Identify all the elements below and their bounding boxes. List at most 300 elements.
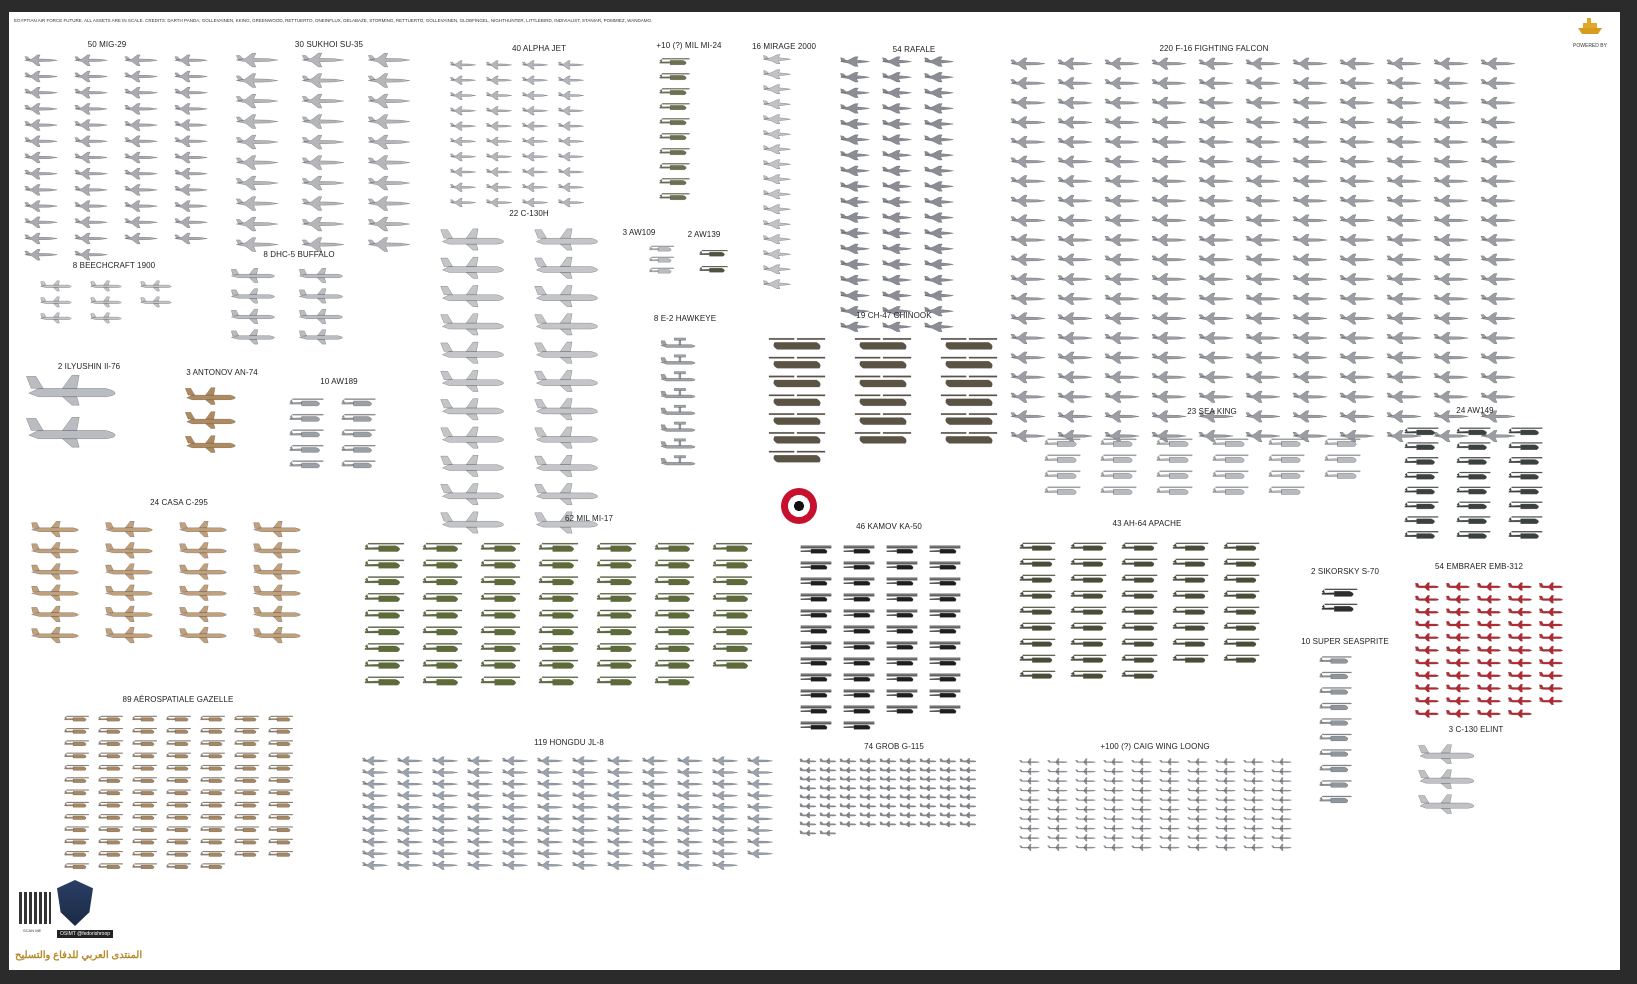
helicopter-icon [539,677,578,685]
fighter-jet-icon [1340,195,1374,206]
trainer-jet-icon [486,137,511,145]
light-prop-icon [880,821,896,826]
delta-jet-icon [925,150,954,160]
delta-jet-icon [925,72,954,82]
attack-helicopter-icon [1224,559,1259,567]
drone-icon [1048,759,1068,766]
fighter-jet-icon [1105,293,1139,304]
delta-jet-icon [764,250,791,259]
drone-icon [1244,759,1264,766]
trainer-jet-icon [502,850,527,858]
fighter-jet-icon [1152,254,1186,265]
helicopter-icon [65,790,89,795]
fighter-jet-icon [368,53,409,67]
trainer-jet-icon [502,780,527,788]
trainer-prop-icon [1477,583,1500,591]
delta-jet-icon [925,57,954,67]
fighter-jet-icon [1340,234,1374,245]
awacs-plane-icon [661,338,695,348]
fighter-jet-icon [1199,215,1233,226]
trainer-jet-icon [397,757,422,765]
helicopter-icon [269,777,293,782]
trainer-jet-icon [467,815,492,823]
group-aw139 [700,250,728,272]
trainer-jet-icon [607,780,632,788]
helicopter-icon [65,864,89,869]
fighter-jet-icon [1011,156,1045,167]
attack-helicopter-icon [1020,575,1055,583]
turboprop-icon [180,606,227,622]
delta-jet-icon [764,220,791,229]
trainer-prop-icon [1415,672,1438,680]
helicopter-icon [655,593,694,601]
fighter-jet-icon [175,168,207,179]
light-prop-icon [860,794,876,799]
fighter-jet-icon [1434,234,1468,245]
tandem-helicopter-icon [769,451,825,462]
trainer-jet-icon [450,137,475,145]
trainer-jet-icon [486,122,511,130]
fighter-jet-icon [1387,372,1421,383]
turboprop-icon [254,564,301,580]
trainer-prop-icon [1539,659,1562,667]
watermark [13,880,143,968]
drone-icon [1048,778,1068,785]
light-prop-icon [880,812,896,817]
helicopter-icon [167,728,191,733]
fighter-jet-icon [1293,372,1327,383]
light-prop-icon [920,812,936,817]
fighter-jet-icon [1340,156,1374,167]
turboprop-icon [180,585,227,601]
fighter-jet-icon [1058,215,1092,226]
helicopter-icon [235,802,259,807]
attack-helicopter-icon [1071,639,1106,647]
fighter-jet-icon [1058,430,1092,441]
fighter-jet-icon [1058,97,1092,108]
helicopter-icon [99,790,123,795]
fighter-jet-icon [302,176,343,190]
trainer-jet-icon [486,91,511,99]
trainer-jet-icon [450,183,475,191]
fighter-jet-icon [1105,391,1139,402]
helicopter-icon [269,765,293,770]
light-prop-icon [960,794,976,799]
fighter-jet-icon [1105,332,1139,343]
helicopter-icon [597,643,636,651]
delta-jet-icon [764,205,791,214]
light-prop-icon [840,812,856,817]
fighter-jet-icon [368,94,409,108]
drone-icon [1020,844,1040,851]
helicopter-icon [133,777,157,782]
drone-icon [1020,806,1040,813]
trainer-jet-icon [572,768,597,776]
coaxial-helicopter-icon [801,674,832,682]
coaxial-helicopter-icon [844,722,875,730]
helicopter-icon [342,430,375,437]
attack-helicopter-icon [1173,655,1208,663]
helicopter-icon [1320,703,1351,710]
fighter-jet-icon [25,217,57,228]
helicopter-icon [539,543,578,551]
fighter-jet-icon [302,197,343,211]
light-prop-icon [920,794,936,799]
fighter-jet-icon [302,94,343,108]
delta-jet-icon [764,175,791,184]
group-rafale [841,57,954,332]
fighter-jet-icon [1481,58,1515,69]
cargo-plane-icon [441,399,504,420]
helicopter-icon [99,765,123,770]
light-prop-icon [860,803,876,808]
helicopter-icon [1509,502,1542,509]
drone-icon [1188,816,1208,823]
fighter-jet-icon [1152,411,1186,422]
trainer-prop-icon [1415,710,1438,718]
attack-helicopter-icon [1224,639,1259,647]
fighter-jet-icon [25,71,57,82]
helicopter-icon [235,741,259,746]
trainer-prop-icon [1508,595,1531,603]
delta-jet-icon [925,119,954,129]
group-c130elint [1419,745,1475,814]
delta-jet-icon [925,135,954,145]
fighter-jet-icon [1152,274,1186,285]
light-prop-icon [820,821,836,826]
trainer-prop-icon [1508,583,1531,591]
light-prop-icon [840,767,856,772]
group-il76 [26,375,115,447]
fighter-jet-icon [368,135,409,149]
delta-jet-icon [841,88,870,98]
helicopter-icon [365,627,404,635]
turboprop-icon [32,627,79,643]
drone-icon [1272,806,1292,813]
fighter-jet-icon [1011,234,1045,245]
delta-jet-icon [764,145,791,154]
trainer-jet-icon [537,757,562,765]
group-label-mirage: 16 MIRAGE 2000 [751,42,817,51]
fighter-jet-icon [1105,176,1139,187]
turboprop-icon [32,585,79,601]
fighter-jet-icon [1152,156,1186,167]
cargo-plane-icon [1419,770,1475,789]
drone-icon [1020,787,1040,794]
light-prop-icon [800,812,816,817]
helicopter-icon [650,246,674,251]
delta-jet-icon [883,182,912,192]
group-label-beech: 8 BEECHCRAFT 1900 [72,261,156,270]
turboprop-icon [299,268,342,282]
fighter-jet-icon [1199,97,1233,108]
coaxial-helicopter-icon [801,642,832,650]
helicopter-icon [1101,487,1136,495]
cargo-plane-icon [535,455,598,476]
helicopter-icon [99,777,123,782]
group-label-aw149: 24 AW149 [1456,406,1494,415]
attack-helicopter-icon [1224,575,1259,583]
fighter-jet-icon [1011,332,1045,343]
helicopter-icon [1157,487,1192,495]
light-prop-icon [820,794,836,799]
fighter-jet-icon [1152,176,1186,187]
helicopter-icon [365,593,404,601]
drone-icon [1132,806,1152,813]
turboprop-icon [231,268,274,282]
light-prop-icon [940,803,956,808]
delta-jet-icon [841,182,870,192]
fighter-jet-icon [1199,156,1233,167]
trainer-jet-icon [558,91,583,99]
credit-line: EGYPTIAN AIR FORCE FUTURE. ALL ASSETS ARE IN SCALE. CREDITS: DARTH PANDA, GOLLEVAINEN, KKING, GREENWOOD, RETTUERTO, ONEINFLUX, DELABAZE, STORMING, RETTUERTO, GOLLEVAINEN, GLOBFINGEL, NIGHTHUNTER, LITTLEBIRD, INDIVIALIST, STANIAR, POMMIEZ, WANDAMO. [14,18,653,23]
fighter-jet-icon [1246,430,1280,441]
helicopter-icon [290,414,323,421]
fighter-jet-icon [175,55,207,66]
trainer-prop-icon [1508,659,1531,667]
trainer-jet-icon [522,198,547,206]
helicopter-icon [365,677,404,685]
helicopter-icon [65,839,89,844]
trainer-jet-icon [486,107,511,115]
fighter-jet-icon [1293,97,1327,108]
trainer-jet-icon [712,780,737,788]
fighter-jet-icon [1199,391,1233,402]
helicopter-icon [342,399,375,406]
turboprop-icon [180,521,227,537]
fighter-jet-icon [125,55,157,66]
tandem-helicopter-icon [769,395,825,406]
coaxial-helicopter-icon [930,690,961,698]
drone-icon [1244,844,1264,851]
delta-jet-icon [841,291,870,301]
helicopter-icon [342,414,375,421]
delta-jet-icon [841,244,870,254]
attack-helicopter-icon [1224,655,1259,663]
fighter-jet-icon [1246,156,1280,167]
trainer-jet-icon [432,861,457,869]
turboprop-icon [254,627,301,643]
fighter-jet-icon [25,168,57,179]
attack-helicopter-icon [1071,559,1106,567]
trainer-jet-icon [397,838,422,846]
attack-helicopter-icon [1224,623,1259,631]
light-prop-icon [900,794,916,799]
fighter-jet-icon [125,120,157,131]
fighter-jet-icon [75,217,107,228]
trainer-jet-icon [450,168,475,176]
drone-icon [1076,787,1096,794]
drone-icon [1104,806,1124,813]
helicopter-icon [167,851,191,856]
fighter-jet-icon [1340,254,1374,265]
helicopter-icon [201,790,225,795]
delta-jet-icon [764,55,791,64]
fighter-jet-icon [75,120,107,131]
fighter-jet-icon [1105,274,1139,285]
attack-helicopter-icon [1122,575,1157,583]
helicopter-icon [539,577,578,585]
powered-by-label: POWERED BY [1573,43,1607,49]
helicopter-icon [269,716,293,721]
trainer-jet-icon [522,137,547,145]
group-seasprite [1320,657,1351,803]
trainer-jet-icon [467,826,492,834]
light-prop-icon [820,785,836,790]
light-prop-icon [820,767,836,772]
drone-icon [1076,759,1096,766]
light-prop-icon [960,803,976,808]
trainer-jet-icon [572,850,597,858]
fighter-jet-icon [1340,293,1374,304]
trainer-jet-icon [677,780,702,788]
delta-jet-icon [883,57,912,67]
helicopter-icon [539,560,578,568]
cargo-plane-icon [535,257,598,278]
delta-jet-icon [883,244,912,254]
delta-jet-icon [925,322,954,332]
attack-helicopter-icon [1020,655,1055,663]
drone-icon [1104,778,1124,785]
drone-icon [1272,844,1292,851]
delta-jet-icon [883,119,912,129]
attack-helicopter-icon [1122,591,1157,599]
trainer-jet-icon [642,838,667,846]
turboprop-icon [180,564,227,580]
tandem-helicopter-icon [855,395,911,406]
delta-jet-icon [841,57,870,67]
delta-jet-icon [883,135,912,145]
trainer-jet-icon [572,792,597,800]
trainer-jet-icon [537,861,562,869]
awacs-plane-icon [661,355,695,365]
delta-jet-icon [883,197,912,207]
fighter-jet-icon [1246,372,1280,383]
trainer-jet-icon [522,107,547,115]
helicopter-icon [201,753,225,758]
trainer-jet-icon [450,61,475,69]
fighter-jet-icon [1481,372,1515,383]
helicopter-icon [1320,688,1351,695]
fighter-jet-icon [1293,195,1327,206]
fighter-jet-icon [1199,274,1233,285]
coaxial-helicopter-icon [887,706,918,714]
helicopter-icon [99,728,123,733]
fighter-jet-icon [1434,332,1468,343]
light-prop-icon [860,776,876,781]
tandem-helicopter-icon [941,376,997,387]
fighter-jet-icon [1199,332,1233,343]
drone-icon [1160,825,1180,832]
helicopter-icon [1457,517,1490,524]
fighter-jet-icon [1011,215,1045,226]
helicopter-icon [1405,517,1438,524]
delta-jet-icon [925,291,954,301]
helicopter-icon [1405,443,1438,450]
helicopter-icon [423,643,462,651]
attack-helicopter-icon [1173,543,1208,551]
trainer-prop-icon [1539,583,1562,591]
helicopter-icon [133,728,157,733]
drone-icon [1132,768,1152,775]
coaxial-helicopter-icon [801,610,832,618]
helicopter-icon [99,741,123,746]
coaxial-helicopter-icon [801,706,832,714]
turboprop-icon [32,543,79,559]
attack-helicopter-icon [1122,559,1157,567]
fighter-jet-icon [1481,234,1515,245]
light-prop-icon [900,758,916,763]
helicopter-icon [713,643,752,651]
drone-icon [1244,797,1264,804]
trainer-jet-icon [712,803,737,811]
light-prop-icon [920,776,936,781]
fighter-jet-icon [175,217,207,228]
fighter-jet-icon [368,115,409,129]
trainer-jet-icon [432,768,457,776]
helicopter-icon [1405,428,1438,435]
coaxial-helicopter-icon [801,546,832,554]
helicopter-icon [365,560,404,568]
helicopter-icon [342,461,375,468]
fighter-jet-icon [1152,372,1186,383]
group-mirage [764,55,791,289]
helicopter-icon [1509,457,1542,464]
fighter-jet-icon [302,74,343,88]
helicopter-icon [597,543,636,551]
delta-jet-icon [764,100,791,109]
group-wingloong [1020,759,1292,851]
delta-jet-icon [841,135,870,145]
delta-jet-icon [764,235,791,244]
fighter-jet-icon [1152,352,1186,363]
fighter-jet-icon [1246,254,1280,265]
trainer-jet-icon [502,803,527,811]
group-label-gazelle: 89 AÉROSPATIALE GAZELLE [122,695,234,704]
attack-helicopter-icon [1071,543,1106,551]
trainer-jet-icon [486,61,511,69]
trainer-jet-icon [712,838,737,846]
helicopter-icon [201,765,225,770]
cargo-plane-icon [441,229,504,250]
light-prop-icon [820,812,836,817]
coaxial-helicopter-icon [930,626,961,634]
trainer-jet-icon [537,815,562,823]
tandem-helicopter-icon [769,413,825,424]
coaxial-helicopter-icon [887,546,918,554]
light-prop-icon [940,794,956,799]
coaxial-helicopter-icon [844,690,875,698]
fighter-jet-icon [175,185,207,196]
fighter-jet-icon [1199,136,1233,147]
fighter-jet-icon [1481,332,1515,343]
helicopter-icon [167,716,191,721]
trainer-prop-icon [1446,697,1469,705]
fighter-jet-icon [125,104,157,115]
group-su35 [236,53,409,251]
drone-icon [1104,759,1124,766]
helicopter-icon [660,178,690,184]
trainer-jet-icon [558,198,583,206]
delta-jet-icon [841,72,870,82]
fighter-jet-icon [1058,391,1092,402]
drone-icon [1104,797,1124,804]
attack-helicopter-icon [1122,543,1157,551]
helicopter-icon [269,802,293,807]
fighter-jet-icon [25,136,57,147]
fighter-jet-icon [1152,58,1186,69]
delta-jet-icon [883,275,912,285]
